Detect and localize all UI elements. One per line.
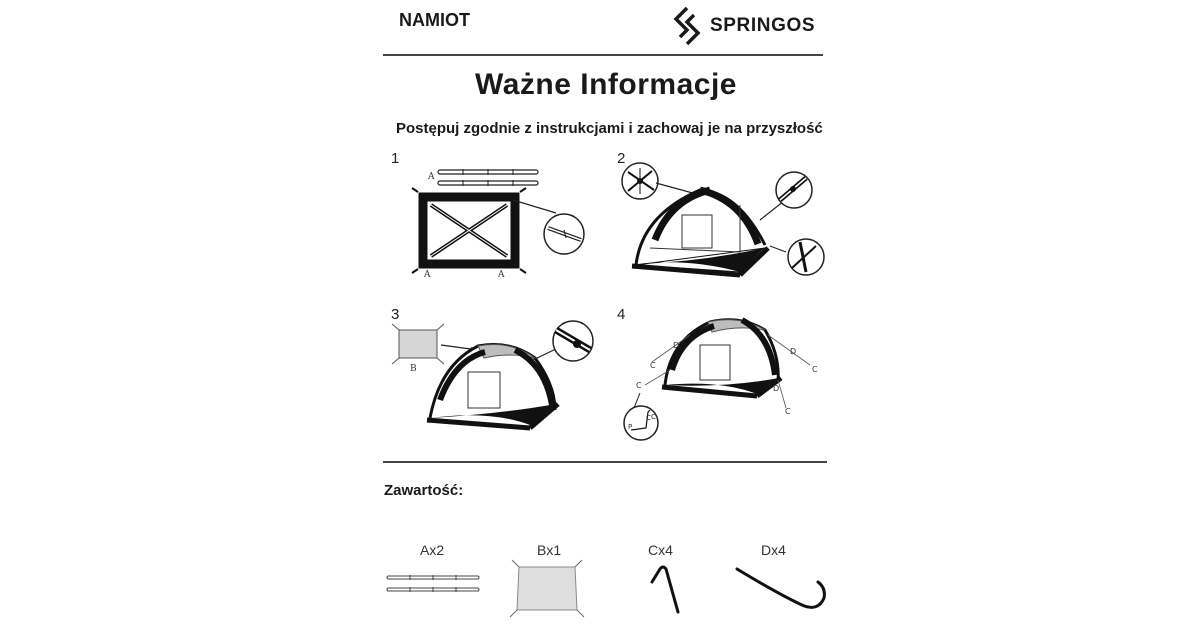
step-3-label-b: B [410, 364, 417, 374]
part-label-c: Cx4 [648, 542, 673, 558]
step-3-illustration [392, 321, 593, 428]
contents-rope-icon [737, 569, 824, 607]
tent-cover-icon [392, 324, 444, 364]
contents-poles-icon [387, 575, 479, 592]
step-4-label-p: P [628, 423, 633, 431]
step-4-label-c: C [636, 381, 642, 390]
zoom-circle-icon [622, 163, 658, 199]
step-4-label-d: D [790, 347, 797, 356]
step-4-label-d: D [673, 341, 680, 350]
step-1-illustration [412, 169, 584, 280]
step-number-4: 4 [617, 306, 626, 323]
part-label-b: Bx1 [537, 542, 562, 558]
step-2-illustration [622, 163, 824, 275]
step-1-label-a: A [498, 270, 505, 280]
step-number-3: 3 [391, 306, 400, 323]
step-number-1: 1 [391, 150, 400, 167]
tent-icon [662, 320, 781, 396]
part-label-a: Ax2 [420, 542, 445, 558]
contents-cover-icon [510, 560, 584, 617]
zoom-circle-icon [544, 214, 584, 254]
step-4-label-d: D [773, 384, 780, 393]
document-type: NAMIOT [399, 10, 470, 30]
step-4-label-c: C [646, 414, 651, 422]
page-title: Ważne Informacje [475, 68, 737, 101]
page-subtitle: Postępuj zgodnie z instrukcjami i zachowaj je na przyszłość [396, 120, 823, 137]
tent-floor-icon [412, 188, 526, 273]
step-4-label-c: C [651, 413, 656, 421]
zoom-circle-icon [624, 406, 658, 440]
step-number-2: 2 [617, 150, 626, 167]
zoom-circle-icon [553, 321, 593, 361]
zoom-circle-icon [788, 239, 824, 275]
step-1-label-a: A [424, 270, 431, 280]
contents-divider [383, 461, 827, 463]
step-4-label-c: C [812, 365, 818, 374]
zoom-circle-icon [776, 172, 812, 208]
step-4-label-c: C [650, 361, 656, 370]
contents-heading: Zawartość: [384, 482, 464, 499]
step-1-label-a: A [428, 172, 435, 182]
part-label-d: Dx4 [761, 542, 786, 558]
contents-peg-icon [652, 567, 678, 612]
step-4-label-c: C [785, 407, 791, 416]
brand-name: SPRINGOS [710, 15, 816, 36]
tent-icon [632, 190, 768, 275]
step-1-poles-icon [438, 169, 538, 186]
step-4-illustration [624, 320, 818, 440]
